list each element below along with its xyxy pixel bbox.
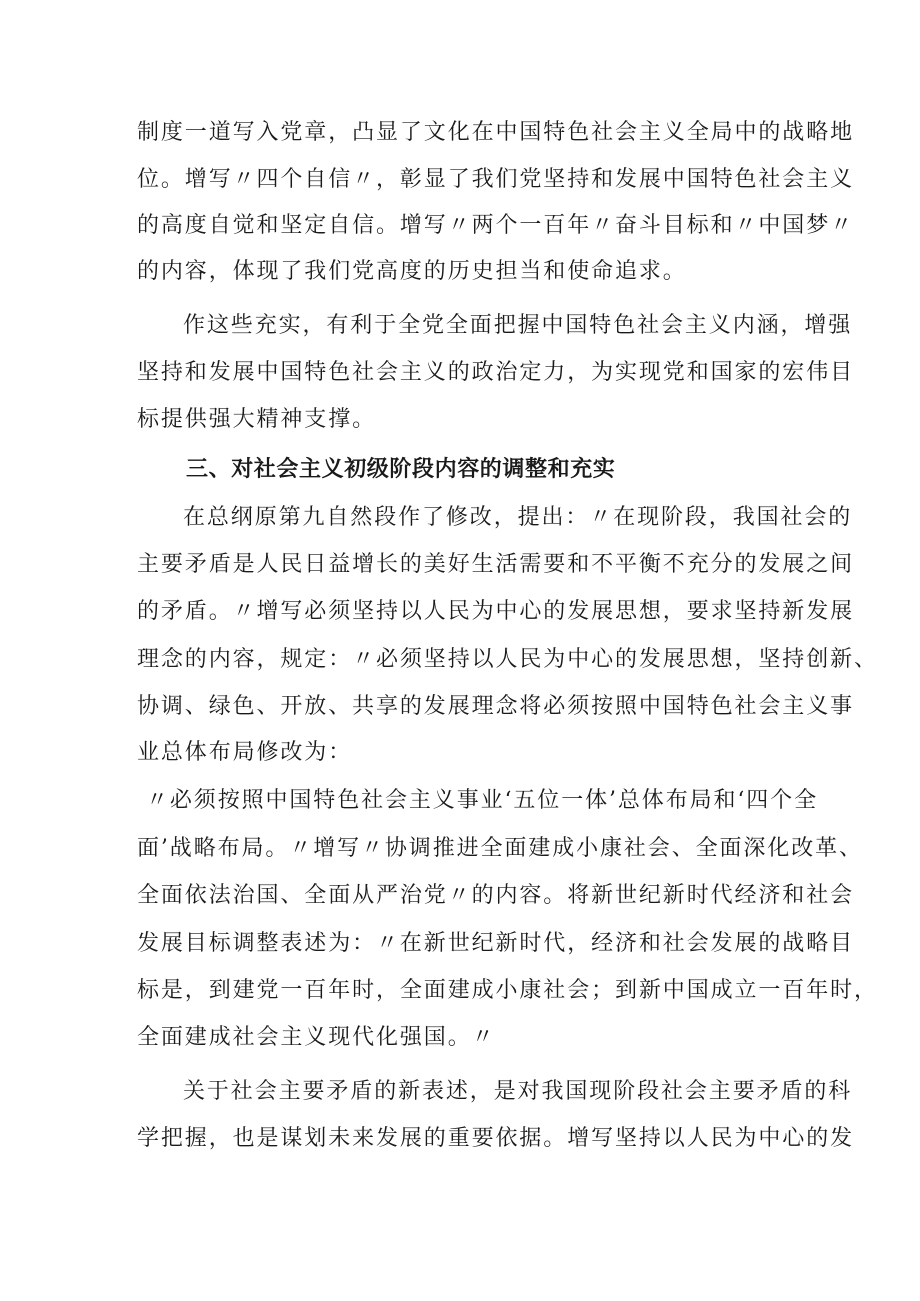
paragraph-line: 标提供强大精神支撑。 xyxy=(137,407,377,432)
paragraph-line: 的高度自觉和坚定自信。增写〃两个一百年〃奋斗目标和〃中国梦〃 xyxy=(137,213,855,238)
paragraph-line: 主要矛盾是人民日益增长的美好生活需要和不平衡不充分的发展之间 xyxy=(137,552,855,577)
paragraph-line: 坚持和发展中国特色社会主义的政治定力，为实现党和国家的宏伟目 xyxy=(137,360,855,385)
paragraph-line: 全面建成社会主义现代化强国。〃 xyxy=(137,1025,496,1050)
paragraph-line: 作这些充实，有利于全党全面把握中国特色社会主义内涵，增强 xyxy=(183,313,853,338)
section-heading: 三、对社会主义初级阶段内容的调整和充实 xyxy=(186,457,616,482)
paragraph-line: 位。增写〃四个自信〃，彰显了我们党坚持和发展中国特色社会主义 xyxy=(137,167,855,192)
paragraph-line: 学把握，也是谋划未来发展的重要依据。增写坚持以人民为中心的发 xyxy=(137,1126,855,1151)
paragraph-line: 面’战略布局。〃增写〃协调推进全面建成小康社会、全面深化改革、 xyxy=(137,836,863,861)
paragraph-line: 在总纲原第九自然段作了修改，提出：〃在现阶段，我国社会的 xyxy=(183,505,853,530)
paragraph-line: 制度一道写入党章，凸显了文化在中国特色社会主义全局中的战略地 xyxy=(137,120,855,145)
paragraph-line: 理念的内容，规定：〃必须坚持以人民为中心的发展思想，坚持创新、 xyxy=(137,647,878,672)
paragraph-line: 业总体布局修改为： xyxy=(137,740,353,765)
paragraph-line: 协调、绿色、开放、共享的发展理念将必须按照中国特色社会主义事 xyxy=(137,694,855,719)
paragraph-line: 全面依法治国、全面从严治党〃的内容。将新世纪新时代经济和社会 xyxy=(137,883,855,908)
paragraph-line: 的内容，体现了我们党高度的历史担当和使命追求。 xyxy=(137,259,687,284)
paragraph-line: 〃必须按照中国特色社会主义事业‘五位一体’总体布局和‘四个全 xyxy=(146,788,818,813)
paragraph-line: 的矛盾。〃增写必须坚持以人民为中心的发展思想，要求坚持新发展 xyxy=(137,599,855,624)
paragraph-line: 标是，到建党一百年时，全面建成小康社会；到新中国成立一百年时， xyxy=(137,978,878,1003)
paragraph-line: 发展目标调整表述为：〃在新世纪新时代，经济和社会发展的战略目 xyxy=(137,931,855,956)
paragraph-line: 关于社会主要矛盾的新表述，是对我国现阶段社会主要矛盾的科 xyxy=(183,1079,853,1104)
